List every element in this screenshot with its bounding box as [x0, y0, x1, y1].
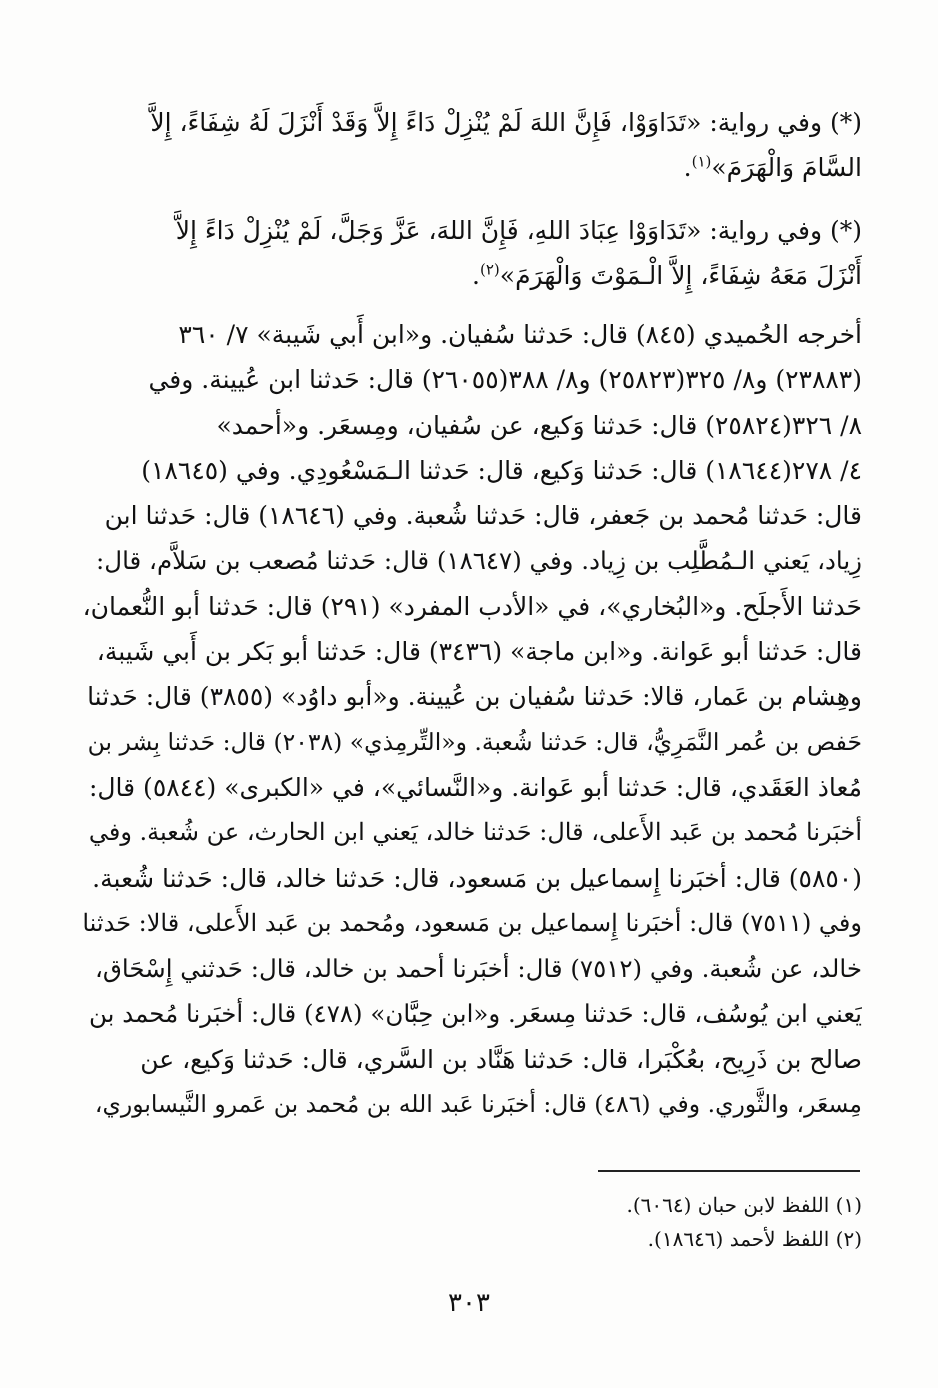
narration-paragraph-2 — [82, 208, 862, 299]
takhrij-line: وهِشام بن عَمار، قالا: حَدثنا سُفيان بن عُيينة. و«أبو داوُد» (٣٨٥٥) قال: حَدثنا — [87, 682, 862, 712]
takhrij-line: قال: حَدثنا أبو عَوانة. و«ابن ماجة» (٣٤٣٦) قال: حَدثنا أبو بَكر بن أَبي شَيبة، — [96, 637, 862, 667]
narration-2-end: . — [472, 261, 480, 291]
takhrij-line: ٤/ ٢٧٨(١٨٦٤٤) قال: حَدثنا وَكيع، قال: حَدثنا الـمَسْعُودِي. وفي (١٨٦٤٥) — [141, 455, 862, 485]
takhrij-line: أخرجه الحُميدي (٨٤٥) قال: حَدثنا سُفيان. و«ابن أَبي شَيبة» ٧/ ٣٦٠ — [178, 320, 862, 349]
footnote-1: (١) اللفظ لابن حبان (٦٠٦٤). — [626, 1193, 862, 1217]
takhrij-line: خالد، عن شُعبة. وفي (٧٥١٢) قال: أخبَرنا أحمد بن خالد، قال: حَدثني إِسْحَاق، — [94, 954, 862, 984]
footnotes — [82, 1188, 862, 1256]
takhrij-line: ٨/ ٣٢٦(٢٥٨٢٤) قال: حَدثنا وَكيع، عن سُفيان، ومِسعَر. و«أحمد» — [216, 410, 862, 440]
takhrij-line: صالح بن ذَرِيح، بعُكْبَرا، قال: حَدثنا هَنَّاد بن السَّري، قال: حَدثنا وَكيع، عن — [140, 1044, 862, 1074]
narration-2-line-2 — [82, 253, 862, 298]
takhrij-line: حَدثنا الأَجلَح. و«البُخاري»، في «الأدب المفرد» (٢٩١) قال: حَدثنا أبو النُّعمان، — [82, 591, 862, 621]
takhrij-line: مُعاذ العَقَدي، قال: حَدثنا أبو عَوانة. و«النَّسائي»، في «الكبرى» (٥٨٤٤) قال: — [88, 772, 862, 802]
footnote-reference-2: (٢) — [480, 260, 500, 279]
footnote-2: (٢) اللفظ لأحمد (١٨٦٤٦). — [647, 1227, 862, 1251]
footnote-divider — [598, 1170, 860, 1172]
narration-2-line-2-text: أَنْزَلَ مَعَهُ شِفَاءً، إِلاَّ الْـمَوْتَ وَالْهَرَمَ» — [499, 261, 862, 291]
takhrij-line: يَعني ابن يُوسُف، قال: حَدثنا مِسعَر. و«ابن حِبَّان» (٤٧٨) قال: أخبَرنا مُحمد بن — [89, 999, 862, 1029]
takhrij-line: حَفص بن عُمر النَّمَرِيُّ، قال: حَدثنا شُعبة. و«التِّرمِذي» (٢٠٣٨) قال: حَدثنا بِشر بن — [87, 727, 862, 756]
takhrij-line: أخبَرنا مُحمد بن عَبد الأَعلى، قال: حَدثنا خالد، يَعني ابن الحارث، عن شُعبة. وفي — [88, 818, 862, 847]
narration-1-line-2 — [82, 145, 862, 190]
takhrij-line: (٢٣٨٨٣) و٨/ ٣٢٥(٢٥٨٢٣) و٨/ ٣٨٨(٢٦٠٥٥) قال: حَدثنا ابن عُيينة. وفي — [148, 365, 862, 395]
takhrij-line: قال: حَدثنا مُحمد بن جَعفر، قال: حَدثنا شُعبة. وفي (١٨٦٤٦) قال: حَدثنا ابن — [104, 501, 862, 531]
narration-1-line-2-text: السَّامَ وَالْهَرَمَ» — [711, 153, 862, 183]
footnote-reference-1: (١) — [691, 152, 712, 171]
takhrij-paragraph — [82, 312, 862, 1127]
takhrij-line: مِسعَر، والثَّوري. وفي (٤٨٦) قال: أخبَرنا عَبد الله بن مُحمد بن عَمرو النَّيسابوري، — [94, 1090, 862, 1119]
narration-1-end: . — [683, 153, 692, 183]
page-number: ٣٠٣ — [448, 1288, 490, 1318]
narration-1-line-1: (*) وفي رواية: «تَدَاوَوْا، فَإِنَّ اللهَ لَمْ يُنْزِلْ دَاءً إِلاَّ وَقَدْ أَنْزَلَ لَهُ شِفَاءً، إِلاَّ — [150, 108, 862, 137]
takhrij-line: زِياد، يَعني الـمُطَّلِب بن زِياد. وفي (١٨٦٤٧) قال: حَدثنا مُصعب بن سَلاَّم، قال: — [96, 546, 862, 576]
takhrij-line: وفي (٧٥١١) قال: أخبَرنا إِسماعيل بن مَسعود، ومُحمد بن عَبد الأَعلى، قالا: حَدثنا — [82, 908, 862, 937]
narration-paragraph-1 — [82, 100, 862, 191]
narration-2-line-1: (*) وفي رواية: «تَدَاوَوْا عِبَادَ اللهِ، فَإِنَّ اللهَ، عَزَّ وَجَلَّ، لَمْ يُنْزِلْ دَاءً إِلاَّ — [175, 216, 862, 245]
takhrij-line: (٥٨٥٠) قال: أخبَرنا إِسماعيل بن مَسعود، قال: حَدثنا خالد، قال: حَدثنا شُعبة. — [92, 863, 862, 893]
